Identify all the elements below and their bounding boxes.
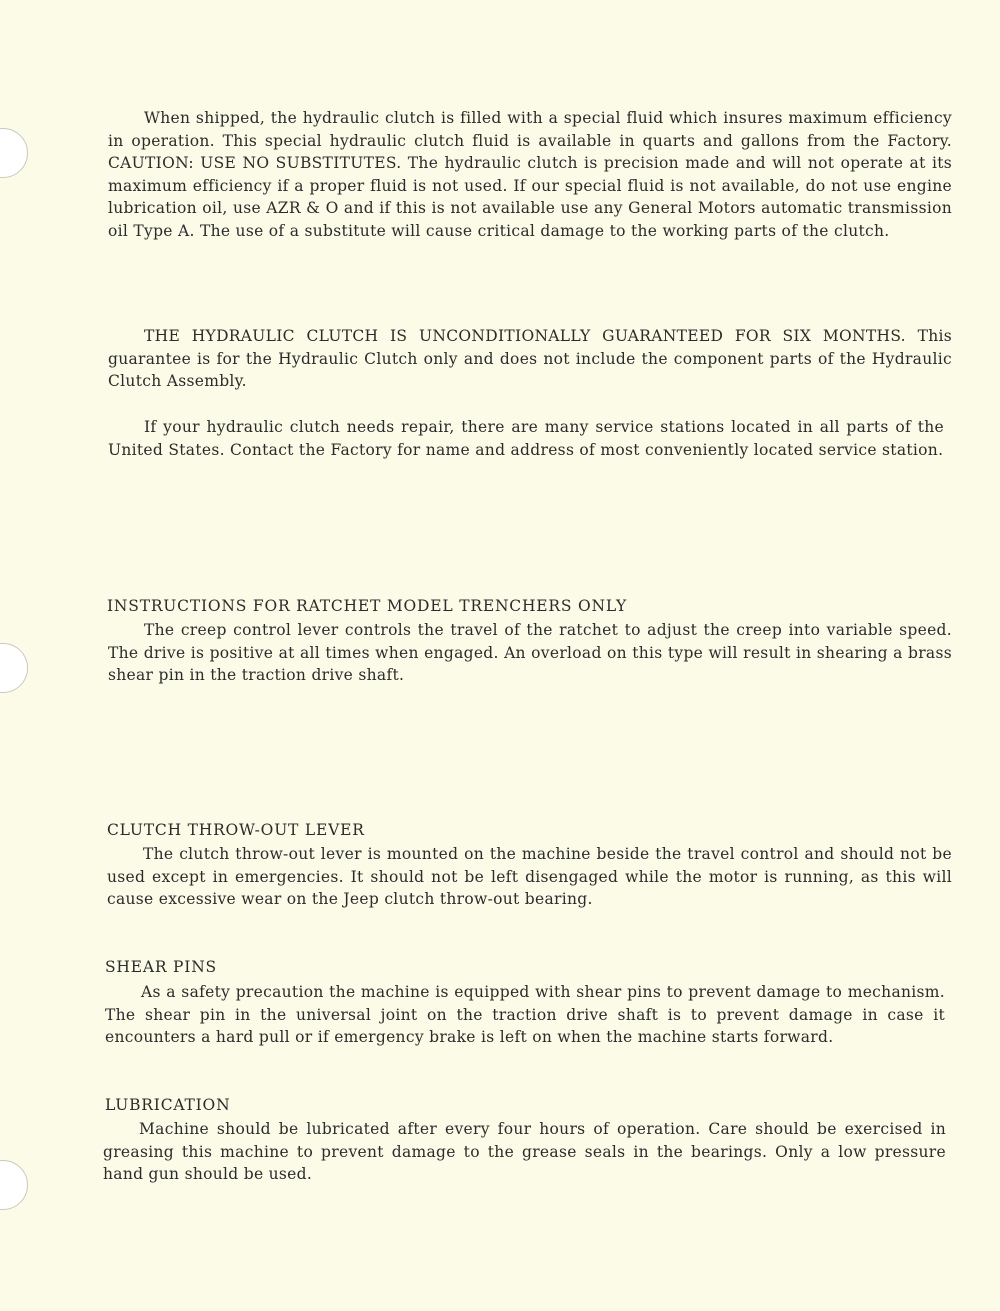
shear-pins-body-block — [105, 981, 945, 1049]
lubrication-body: Machine should be lubricated after every four hours of operation. Care should be exercised in greasing this machine to prevent damage to the grease seals in the bearings. Only a low pressure hand gun should be used. — [103, 1120, 946, 1183]
shear-pins-body: As a safety precaution the machine is equipped with shear pins to prevent damage to mechanism. The shear pin in the universal joint on the traction drive shaft is to prevent damage in case it encounters a hard pull or if emergency brake is left on when the machine starts forward. — [105, 983, 945, 1046]
repair-paragraph: If your hydraulic clutch needs repair, there are many service stations located in all parts of the United States. Contact the Factory for name and address of most conveniently located service station. — [108, 418, 944, 459]
lubrication-body-block — [103, 1118, 946, 1186]
fluid-paragraph: When shipped, the hydraulic clutch is filled with a special fluid which insures maximum efficiency in operation. This special hydraulic clutch fluid is available in quarts and gallons from the Factory. CAUTION: USE NO SUBSTITUTES. The hydraulic clutch is precision made and will not operate at its maximum efficiency if a proper fluid is not used. If our special fluid is not available, do not use engine lubrication oil, use AZR & O and if this is not available use any General Motors automatic transmission oil Type A. The use of a substitute will cause critical damage to the working parts of the clutch. — [108, 109, 952, 240]
throwout-body-block — [107, 843, 952, 911]
ratchet-body: The creep control lever controls the travel of the ratchet to adjust the creep into variable speed. The drive is positive at all times when engaged. An overload on this type will result in shearing a brass shear pin in the traction drive shaft. — [108, 621, 952, 684]
fluid-paragraph-block — [108, 107, 952, 242]
binder-hole-middle — [0, 643, 28, 693]
shear-pins-heading: SHEAR PINS — [105, 958, 217, 976]
binder-hole-top — [0, 128, 28, 178]
repair-paragraph-block — [108, 416, 944, 461]
guarantee-paragraph: THE HYDRAULIC CLUTCH IS UNCONDITIONALLY GUARANTEED FOR SIX MONTHS. This guarantee is for the Hydraulic Clutch only and does not include the component parts of the Hydraulic Clutch Assembly. — [108, 327, 952, 390]
throwout-heading: CLUTCH THROW-OUT LEVER — [107, 821, 365, 839]
ratchet-heading: INSTRUCTIONS FOR RATCHET MODEL TRENCHERS ONLY — [107, 597, 628, 615]
throwout-body: The clutch throw-out lever is mounted on the machine beside the travel control and should not be used except in emergencies. It should not be left disengaged while the motor is running, as this will cause excessive wear on the Jeep clutch throw-out bearing. — [107, 845, 952, 908]
binder-hole-bottom — [0, 1160, 28, 1210]
lubrication-heading: LUBRICATION — [105, 1096, 231, 1114]
ratchet-body-block — [108, 619, 952, 687]
guarantee-paragraph-block — [108, 325, 952, 393]
